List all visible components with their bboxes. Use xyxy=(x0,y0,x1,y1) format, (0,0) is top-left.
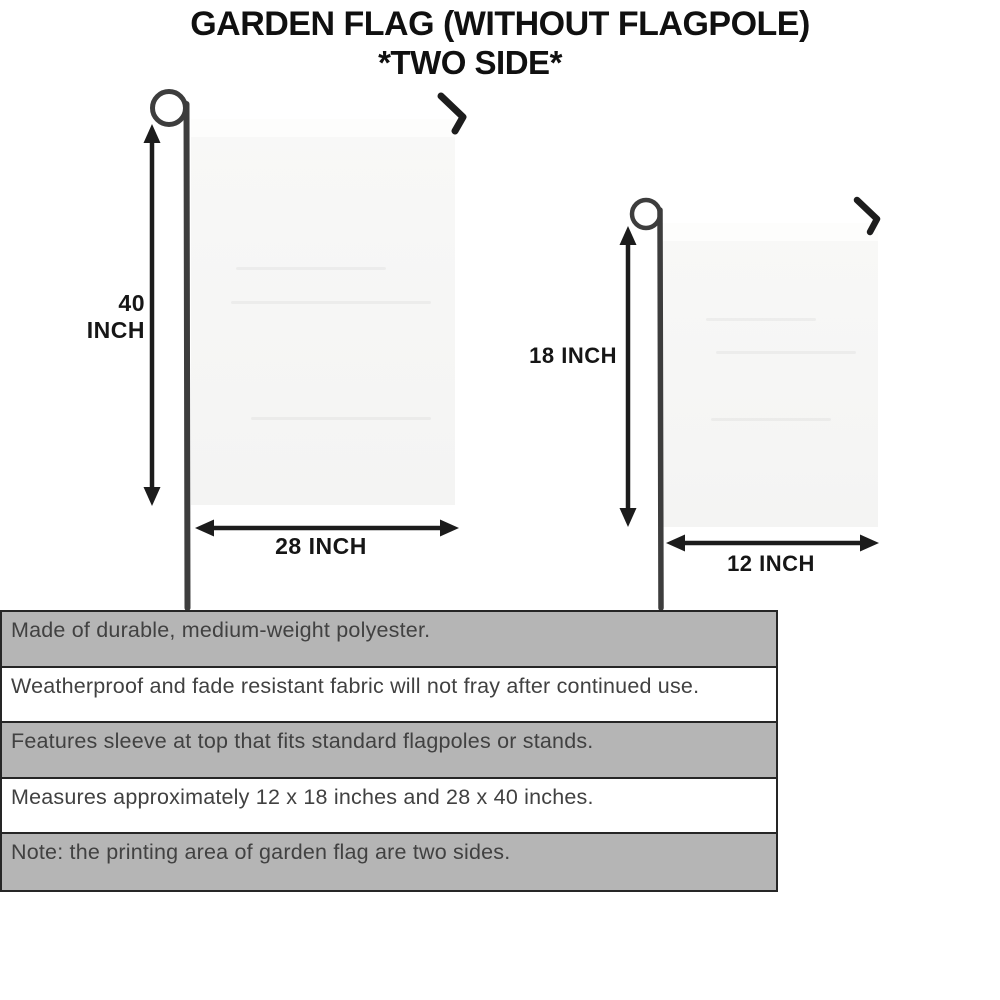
feature-row xyxy=(2,612,776,668)
small-flag-height-label: 18 INCH xyxy=(529,343,617,368)
feature-row xyxy=(2,834,776,890)
feature-list xyxy=(0,610,778,892)
feature-text: Weatherproof and fade resistant fabric will not fray after continued use. xyxy=(11,673,700,698)
title-line-1: GARDEN FLAG (WITHOUT FLAGPOLE) xyxy=(190,5,810,43)
small-flag-sleeve xyxy=(661,223,878,241)
crease-line xyxy=(236,267,386,270)
crease-line xyxy=(251,417,431,420)
feature-row xyxy=(2,668,776,724)
feature-row xyxy=(2,723,776,779)
small-flag-width-arrow xyxy=(666,535,879,552)
large-flag-pole xyxy=(153,92,188,609)
crease-line xyxy=(711,418,831,421)
small-flag-width-label: 12 INCH xyxy=(727,551,815,576)
crease-line xyxy=(706,318,816,321)
large-flag-height-label: 40 INCH xyxy=(86,290,145,343)
feature-row xyxy=(2,779,776,835)
feature-text: Note: the printing area of garden flag are two sides. xyxy=(11,840,511,864)
small-flag-pole xyxy=(632,200,661,608)
crease-line xyxy=(231,301,431,304)
large-flag xyxy=(191,119,455,505)
large-flag-height-arrow xyxy=(144,124,161,506)
feature-text: Features sleeve at top that fits standard flagpoles or stands. xyxy=(11,729,594,753)
large-flag-sleeve xyxy=(191,119,455,137)
feature-text: Measures approximately 12 x 18 inches and 28 x 40 inches. xyxy=(11,784,594,809)
large-flag-width-label: 28 INCH xyxy=(275,533,367,559)
feature-text: Made of durable, medium-weight polyester. xyxy=(11,618,431,642)
small-flag-height-arrow xyxy=(620,226,637,527)
page-title xyxy=(0,6,1000,82)
title-line-2: *TWO SIDE* xyxy=(378,44,562,82)
crease-line xyxy=(716,351,856,354)
small-flag xyxy=(661,223,878,527)
